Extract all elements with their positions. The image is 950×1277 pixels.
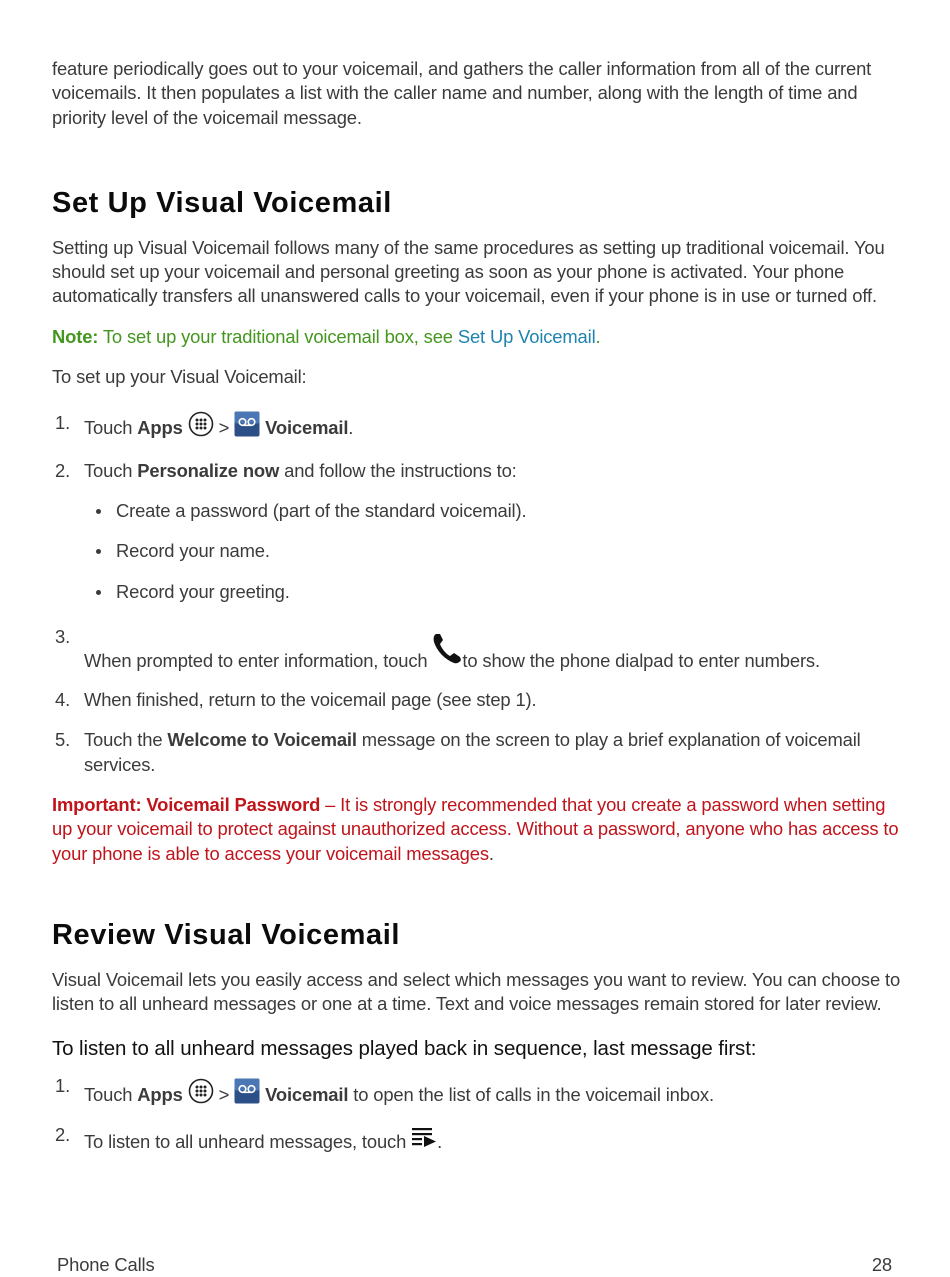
footer-section-name: Phone Calls: [57, 1254, 155, 1275]
bullet-item: [52, 580, 902, 604]
step-number: 4.: [55, 689, 71, 711]
set-up-visual-voicemail-heading: Set Up Visual Voicemail: [52, 186, 392, 219]
note-paragraph: [52, 325, 902, 349]
play-all-icon: [411, 1126, 437, 1154]
important-label: Important: Voicemail Password: [52, 794, 321, 816]
review-visual-voicemail-heading: Review Visual Voicemail: [52, 918, 401, 951]
apps-label: Apps: [137, 417, 183, 439]
step-text: message on the screen to play a brief explanation of voicemail services.: [84, 729, 861, 775]
review-step-2: [52, 1126, 902, 1154]
review-body-paragraph: Visual Voicemail lets you easily access and select which messages you want to review. You can choose to listen to all unheard messages or one at a time. Text and voice messages remain stored for later review.: [52, 968, 901, 1015]
step-text: to show the phone dialpad to enter numbers.: [462, 649, 820, 671]
step-end: .: [437, 1131, 443, 1153]
voicemail-icon: [234, 411, 260, 443]
note-end: .: [595, 325, 601, 347]
step-text: Touch the: [84, 729, 168, 751]
setup-step-2: [52, 459, 902, 483]
step-text: to open the list of calls in the voicemail inbox.: [348, 1083, 714, 1105]
apps-icon: [188, 1078, 214, 1110]
separator: >: [213, 1083, 235, 1105]
review-lead: To listen to all unheard messages played back in sequence, last message first:: [52, 1036, 757, 1060]
step-number: 3.: [55, 625, 71, 647]
important-paragraph: [52, 793, 902, 866]
bullet-item: [52, 499, 902, 523]
apps-icon: [188, 411, 214, 443]
note-label: Note:: [52, 325, 99, 347]
phone-icon: [432, 631, 462, 671]
voicemail-label: Voicemail: [265, 417, 349, 439]
footer-page-number: 28: [871, 1254, 892, 1275]
setup-step-5: [52, 728, 902, 777]
bullet-item: [52, 539, 902, 563]
step-text: Touch: [84, 459, 138, 481]
step-number: 2.: [55, 1124, 71, 1146]
step-number: 5.: [55, 729, 71, 751]
bullet-dot: [96, 549, 101, 554]
bullet-text: Record your greeting.: [116, 580, 290, 602]
step-text: When prompted to enter information, touch: [84, 649, 433, 671]
intro-paragraph: feature periodically goes out to your voicemail, and gathers the caller information from all of the current voicemails. It then populates a list with the caller name and number, along with the length of time and priority level of the voicemail message.: [52, 58, 872, 128]
note-text: To set up your traditional voicemail box, see: [98, 325, 458, 347]
setup-lead: To set up your Visual Voicemail:: [52, 366, 307, 388]
page-content: [52, 56, 902, 1154]
bullet-dot: [96, 590, 101, 595]
welcome-to-voicemail-label: Welcome to Voicemail: [167, 729, 357, 751]
step-number: 2.: [55, 459, 71, 481]
step-text: To listen to all unheard messages, touch: [84, 1131, 412, 1153]
step-text: When finished, return to the voicemail page (see step 1).: [84, 689, 537, 711]
step-end: .: [348, 417, 354, 439]
step-text: Touch: [84, 417, 138, 439]
step-number: 1.: [55, 412, 71, 434]
voicemail-label: Voicemail: [265, 1083, 349, 1105]
bullet-text: Record your name.: [116, 540, 270, 562]
set-up-voicemail-link[interactable]: Set Up Voicemail: [457, 325, 596, 347]
step-number: 1.: [55, 1074, 71, 1096]
personalize-now-label: Personalize now: [137, 459, 280, 481]
bullet-text: Create a password (part of the standard voicemail).: [116, 499, 527, 521]
important-end: .: [488, 842, 494, 864]
bullet-dot: [96, 509, 101, 514]
step-text: and follow the instructions to:: [279, 459, 517, 481]
review-step-1: [52, 1074, 902, 1110]
important-text: – It is strongly recommended that you create a password when setting up your voicemail to protect against unauthorized access. Without a password, anyone who has access to your phone is able to access your voicemail messages: [52, 794, 899, 864]
setup-body-paragraph: Setting up Visual Voicemail follows many of the same procedures as setting up traditional voicemail. You should set up your voicemail and personal greeting as soon as your phone is activated. Your phone automatically transfers all unanswered calls to your voicemail, even if your phone is in use or turned off.: [52, 236, 885, 307]
setup-step-1: [52, 411, 902, 443]
voicemail-icon: [234, 1078, 260, 1110]
step-text: Touch: [84, 1083, 138, 1105]
setup-step-3: [52, 625, 902, 673]
apps-label: Apps: [137, 1083, 183, 1105]
separator: >: [213, 417, 235, 439]
setup-step-4: [52, 688, 902, 712]
